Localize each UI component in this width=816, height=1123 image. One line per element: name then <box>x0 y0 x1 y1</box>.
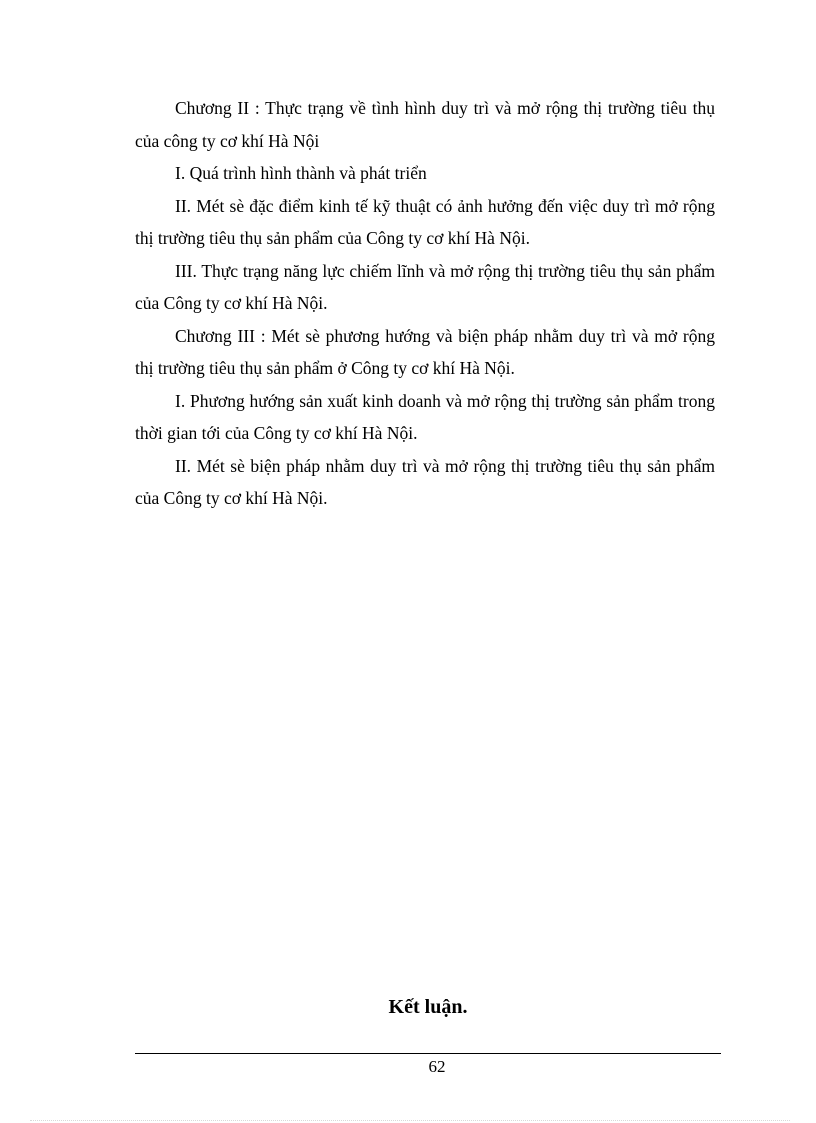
paragraph-section-2-3: III. Thực trạng năng lực chiếm lĩnh và mở rộng thị trường tiêu thụ sản phẩm của Công ty cơ khí Hà Nội. <box>135 260 715 313</box>
conclusion-heading: Kết luận. <box>388 996 468 1018</box>
paragraph-chapter-2: Chương II : Thực trạng về tình hình duy trì và mở rộng thị trường tiêu thụ của công ty cơ khí Hà Nội <box>135 98 715 151</box>
paragraph-section-3-2: II. Mét sè biện pháp nhằm duy trì và mở rộng thị trường tiêu thụ sản phẩm của Công ty cơ khí Hà Nội. <box>135 455 715 508</box>
paragraph-section-2-1: I. Quá trình hình thành và phát triển <box>175 163 427 183</box>
footer-divider <box>135 1053 721 1054</box>
paragraph-section-3-1: I. Phương hướng sản xuất kinh doanh và mở rộng thị trường sản phẩm trong thời gian tới của Công ty cơ khí Hà Nội. <box>135 390 715 443</box>
paragraph-chapter-3: Chương III : Mét sè phương hướng và biện pháp nhằm duy trì và mở rộng thị trường tiêu thụ sản phẩm ở Công ty cơ khí Hà Nội. <box>135 325 715 378</box>
page-number: 62 <box>428 1057 446 1076</box>
paragraph-section-2-2: II. Mét sè đặc điểm kinh tế kỹ thuật có ảnh hưởng đến việc duy trì mở rộng thị trường tiêu thụ sản phẩm của Công ty cơ khí Hà Nội. <box>135 195 715 248</box>
page-bottom-border <box>30 1120 790 1121</box>
document-body <box>135 92 715 515</box>
